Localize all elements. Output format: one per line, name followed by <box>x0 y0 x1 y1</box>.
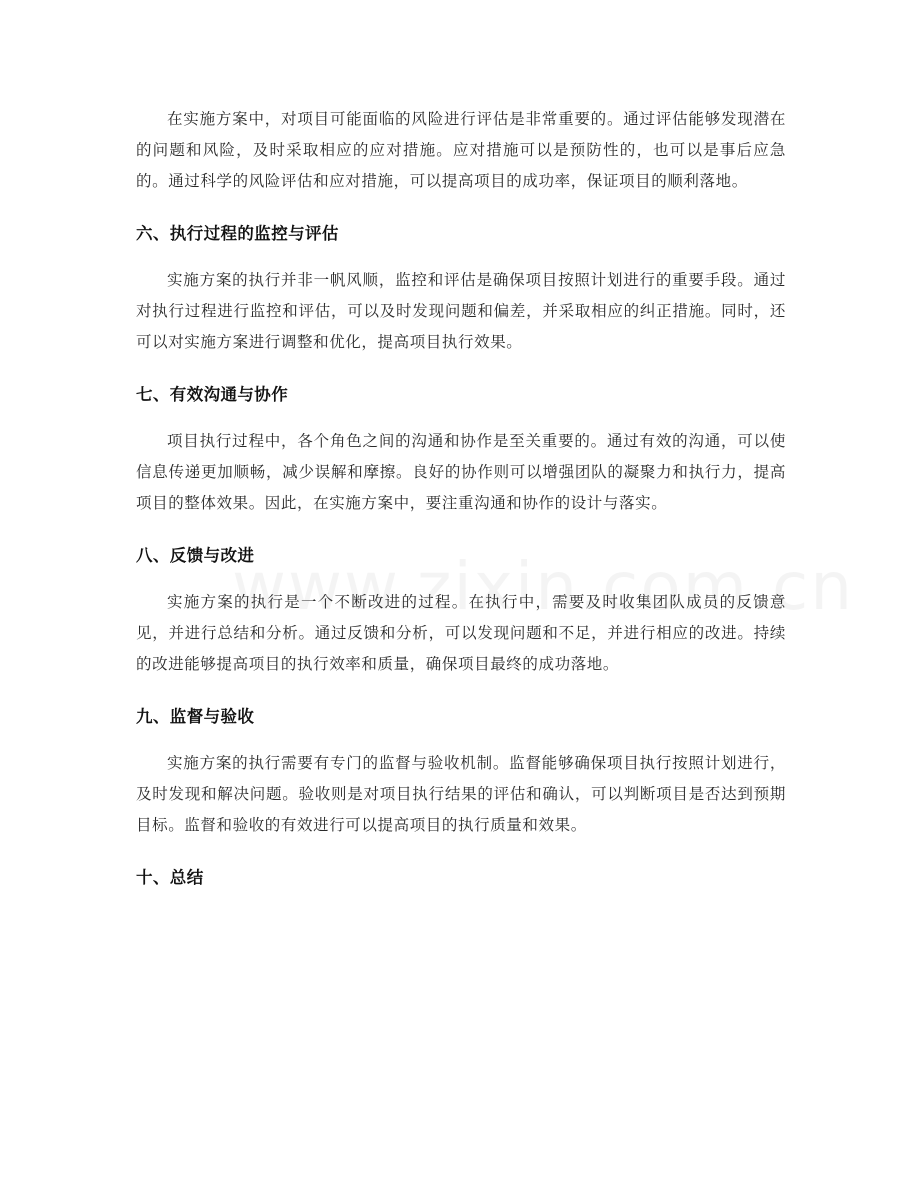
section-heading: 八、反馈与改进 <box>136 546 255 565</box>
section-paragraph: 项目执行过程中，各个角色之间的沟通和协作是至关重要的。通过有效的沟通，可以使信息传递更加顺畅，减少误解和摩擦。良好的协作则可以增强团队的凝聚力和执行力，提高项目的整体效果。因此，在实施方案中，要注重沟通和协作的设计与落实。 <box>136 432 786 512</box>
section-8 <box>136 541 786 680</box>
document-body <box>136 104 786 909</box>
intro-paragraph: 在实施方案中，对项目可能面临的风险进行评估是非常重要的。通过评估能够发现潜在的问题和风险，及时采取相应的应对措施。应对措施可以是预防性的，也可以是事后应急的。通过科学的风险评估和应对措施，可以提高项目的成功率，保证项目的顺利落地。 <box>136 110 786 190</box>
section-paragraph: 实施方案的执行并非一帆风顺，监控和评估是确保项目按照计划进行的重要手段。通过对执行过程进行监控和评估，可以及时发现问题和偏差，并采取相应的纠正措施。同时，还可以对实施方案进行调整和优化，提高项目执行效果。 <box>136 271 786 351</box>
section-7 <box>136 380 786 519</box>
section-heading: 九、监督与验收 <box>136 707 255 726</box>
section-9 <box>136 702 786 841</box>
section-paragraph: 实施方案的执行是一个不断改进的过程。在执行中，需要及时收集团队成员的反馈意见，并进行总结和分析。通过反馈和分析，可以发现问题和不足，并进行相应的改进。持续的改进能够提高项目的执行效率和质量，确保项目最终的成功落地。 <box>136 593 786 673</box>
section-heading: 十、总结 <box>136 868 204 887</box>
section-heading: 六、执行过程的监控与评估 <box>136 224 339 243</box>
section-6 <box>136 219 786 358</box>
section-heading: 七、有效沟通与协作 <box>136 385 289 404</box>
section-10 <box>136 863 786 893</box>
section-paragraph: 实施方案的执行需要有专门的监督与验收机制。监督能够确保项目执行按照计划进行，及时发现和解决问题。验收则是对项目执行结果的评估和确认，可以判断项目是否达到预期目标。监督和验收的有效进行可以提高项目的执行质量和效果。 <box>136 754 786 834</box>
